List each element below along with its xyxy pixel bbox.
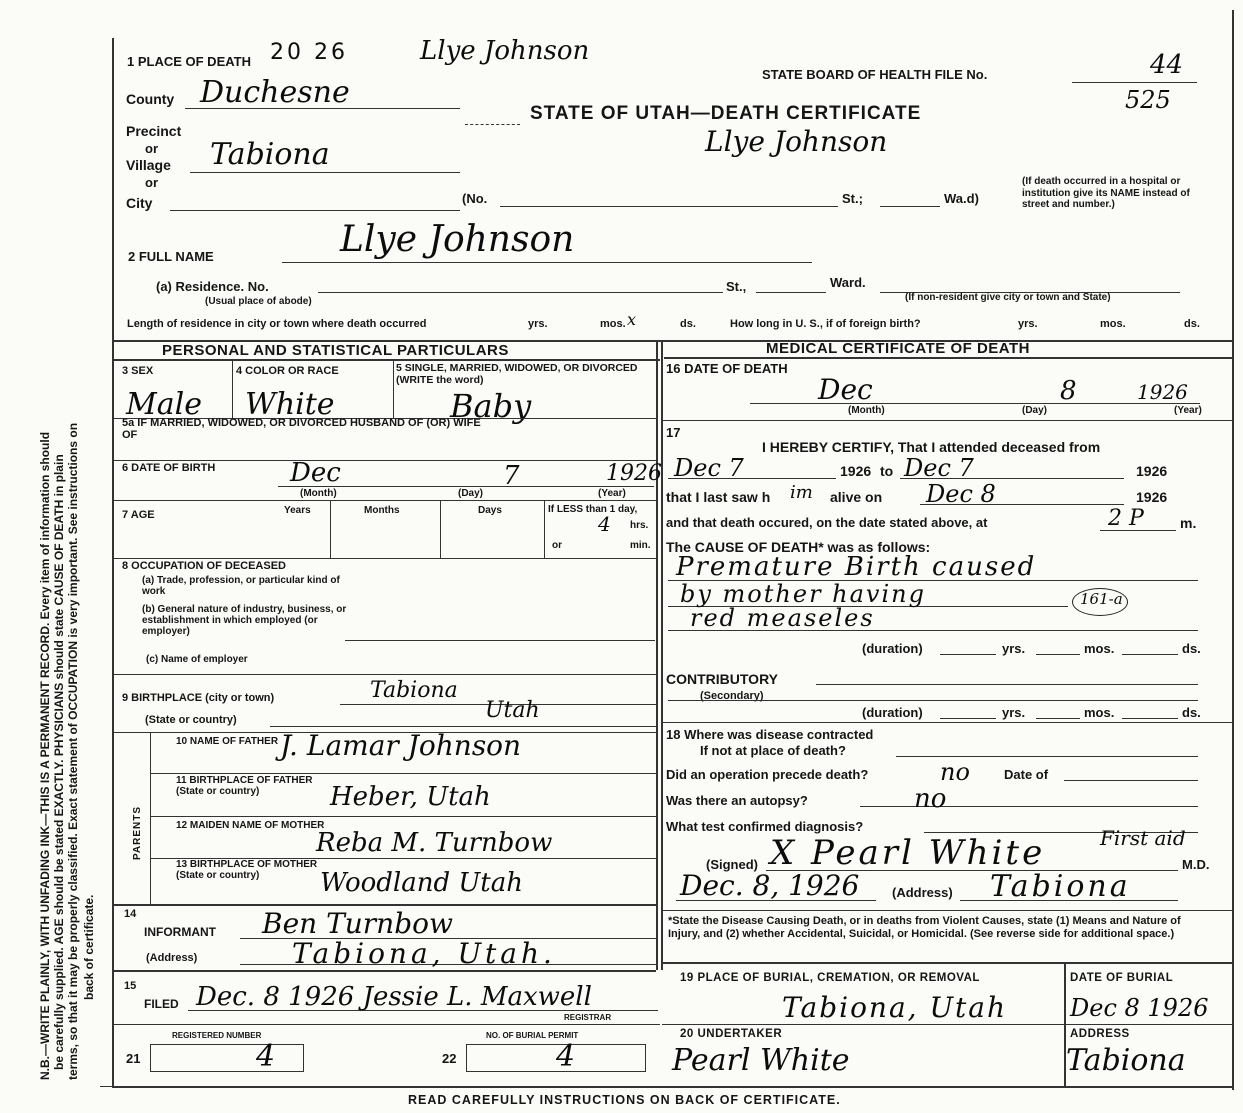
hours-value: 4 bbox=[598, 512, 611, 536]
hospital-note: (If death occurred in a hospital or institution give its NAME instead of street and number.) bbox=[1022, 176, 1190, 210]
signed-value: X Pearl White bbox=[770, 833, 1046, 873]
registered-number-value: 4 bbox=[256, 1039, 276, 1074]
duration-yrs-2: yrs. bbox=[1002, 705, 1026, 720]
full-name-label: 2 FULL NAME bbox=[128, 249, 214, 264]
undertaker-address-label: ADDRESS bbox=[1070, 1028, 1130, 1040]
filed-num: 15 bbox=[124, 980, 137, 992]
occupation-b: (b) General nature of industry, business, or establishment in which employed (or employer) bbox=[142, 604, 347, 637]
to-year: 1926 bbox=[1136, 463, 1168, 479]
num-22: 22 bbox=[442, 1051, 457, 1066]
less-than-label: If LESS than 1 day, bbox=[548, 504, 638, 515]
hrs-label: hrs. bbox=[630, 520, 649, 531]
date-of-death-label: 16 DATE OF DEATH bbox=[666, 361, 788, 376]
dob-day-value: 7 bbox=[503, 461, 520, 491]
age-years-caption: Years bbox=[284, 505, 311, 516]
age-days-caption: Days bbox=[478, 505, 502, 516]
md-label: M.D. bbox=[1182, 857, 1210, 872]
city-label: City bbox=[126, 195, 153, 211]
him-value: im bbox=[790, 482, 813, 503]
death-time-value: 2 P bbox=[1108, 506, 1144, 531]
occupation-label: 8 OCCUPATION OF DECEASED bbox=[122, 560, 286, 572]
signed-date-value: Dec. 8, 1926 bbox=[680, 869, 860, 902]
birth-state-value: Utah bbox=[485, 698, 540, 723]
village-label: Village bbox=[126, 157, 171, 173]
to-date-value: Dec 7 bbox=[904, 454, 974, 482]
autopsy-label: Was there an autopsy? bbox=[666, 793, 808, 808]
footnote: *State the Disease Causing Death, or in deaths from Violent Causes, state (1) Means and Nature of Injury, and (2) whether Accidental, Suicidal, or Homicidal. (See reverse side for additional space.) bbox=[668, 915, 1181, 940]
filed-value: Dec. 8 1926 Jessie L. Maxwell bbox=[196, 982, 592, 1012]
or-label-2: or bbox=[145, 175, 158, 190]
secondary-label: (Secondary) bbox=[700, 690, 764, 702]
sex-value: Male bbox=[126, 387, 202, 422]
side-instruction-line-3: terms, so that it may be properly classified. Exact statement of OCCUPATION is very important. See instructions on bbox=[66, 422, 80, 1080]
burial-permit-value: 4 bbox=[556, 1039, 576, 1074]
state-board-file-label: STATE BOARD OF HEALTH FILE No. bbox=[762, 67, 988, 82]
signed-address-label: (Address) bbox=[892, 885, 953, 900]
dob-year-caption: (Year) bbox=[598, 488, 626, 499]
how-long-mos: mos. bbox=[1100, 318, 1126, 330]
father-birthplace-label: 11 BIRTHPLACE OF FATHER (State or country) bbox=[176, 775, 313, 797]
cause-code: 161-a bbox=[1080, 590, 1123, 608]
stamp-number: 20 26 bbox=[270, 40, 348, 65]
side-instruction-line-1: N.B.—WRITE PLAINLY, WITH UNFADING INK—THIS IS A PERMANENT RECORD. Every item of information should bbox=[38, 431, 52, 1080]
test-label: What test confirmed diagnosis? bbox=[666, 819, 864, 834]
informant-address-label: (Address) bbox=[146, 952, 198, 964]
where-contracted-sub: If not at place of death? bbox=[700, 743, 846, 758]
cause-label: The CAUSE OF DEATH* was as follows: bbox=[666, 539, 931, 555]
mother-birthplace-value: Woodland Utah bbox=[320, 868, 523, 898]
min-label: min. bbox=[630, 540, 651, 551]
county-label: County bbox=[126, 91, 175, 107]
or-min-label: or bbox=[552, 540, 562, 551]
burial-permit-label: NO. OF BURIAL PERMIT bbox=[486, 1031, 579, 1040]
length-residence-label: Length of residence in city or town where death occurred bbox=[127, 318, 427, 330]
birthplace-value: Tabiona bbox=[370, 678, 458, 703]
from-date-value: Dec 7 bbox=[674, 454, 744, 482]
num-21: 21 bbox=[126, 1051, 141, 1066]
cause-line-3: red measeles bbox=[690, 604, 875, 632]
marital-value: Baby bbox=[450, 387, 532, 425]
mother-label: 12 MAIDEN NAME OF MOTHER bbox=[176, 820, 325, 831]
burial-date-value: Dec 8 1926 bbox=[1070, 994, 1209, 1022]
cause-line-1: Premature Birth caused bbox=[676, 552, 1037, 582]
registrar-label: REGISTRAR bbox=[564, 1013, 612, 1022]
dob-month-caption: (Month) bbox=[300, 488, 337, 499]
date-of-burial-label: DATE OF BURIAL bbox=[1070, 972, 1174, 984]
birthplace-label: 9 BIRTHPLACE (city or town) bbox=[122, 692, 275, 704]
death-day-caption: (Day) bbox=[1022, 405, 1048, 416]
duration-ds-1: ds. bbox=[1182, 641, 1201, 656]
filed-label: FILED bbox=[144, 997, 179, 1011]
sex-label: 3 SEX bbox=[122, 365, 154, 377]
name-handwritten-2: Llye Johnson bbox=[705, 125, 888, 158]
mother-birthplace-label: 13 BIRTHPLACE OF MOTHER (State or country) bbox=[176, 859, 318, 881]
signed-label: (Signed) bbox=[706, 857, 758, 872]
duration-label-2: (duration) bbox=[862, 705, 923, 720]
num-17: 17 bbox=[666, 425, 681, 440]
occupation-a: (a) Trade, profession, or particular kind of work bbox=[142, 575, 340, 597]
length-mos: mos. bbox=[600, 318, 626, 330]
place-of-death-label: 1 PLACE OF DEATH bbox=[127, 54, 251, 69]
side-instruction-line-4: back of certificate. bbox=[82, 894, 96, 1000]
dob-month-value: Dec bbox=[290, 458, 341, 488]
file-number: 44 bbox=[1150, 50, 1184, 80]
death-time-m: m. bbox=[1180, 515, 1197, 531]
undertaker-label: 20 UNDERTAKER bbox=[680, 1028, 783, 1040]
cause-line-2: by mother having bbox=[680, 580, 926, 608]
street-no-label: (No. bbox=[462, 191, 488, 206]
burial-place-value: Tabiona, Utah bbox=[782, 991, 1008, 1024]
autopsy-value: no bbox=[914, 784, 947, 814]
top-name-handwritten: Llye Johnson bbox=[420, 36, 590, 66]
father-birthplace-value: Heber, Utah bbox=[330, 782, 491, 812]
registered-number-label: REGISTERED NUMBER bbox=[172, 1031, 262, 1040]
dob-label: 6 DATE OF BIRTH bbox=[122, 462, 216, 474]
death-month-caption: (Month) bbox=[848, 405, 885, 416]
county-value: Duchesne bbox=[200, 75, 350, 110]
marital-label: 5 SINGLE, MARRIED, WIDOWED, OR DIVORCED (WRITE the word) bbox=[396, 362, 638, 386]
husband-label: 5a IF MARRIED, WIDOWED, OR DIVORCED HUSBAND OF (OR) WIFE OF bbox=[122, 417, 481, 441]
operation-value: no bbox=[940, 758, 970, 786]
age-months-caption: Months bbox=[364, 505, 400, 516]
residence-label: (a) Residence. No. bbox=[156, 279, 269, 294]
to-label: to bbox=[880, 463, 894, 479]
where-contracted-label: 18 Where was disease contracted bbox=[666, 727, 874, 742]
how-long-label: How long in U. S., if of foreign birth? bbox=[730, 318, 921, 330]
occupation-c: (c) Name of employer bbox=[146, 654, 248, 665]
side-instruction-line-2: be carefully supplied. AGE should be stated EXACTLY. PHYSICIANS should state CAUSE OF DEATH in plain bbox=[52, 454, 66, 1070]
residence-st-label: St., bbox=[726, 279, 747, 294]
precinct-label: Precinct bbox=[126, 123, 182, 139]
state-country-label: (State or country) bbox=[145, 714, 237, 726]
village-value: Tabiona bbox=[210, 137, 330, 172]
death-month-value: Dec bbox=[818, 373, 873, 406]
color-value: White bbox=[245, 387, 335, 422]
street-label: St.; bbox=[842, 191, 863, 206]
how-long-yrs: yrs. bbox=[1018, 318, 1038, 330]
certify-text: I HEREBY CERTIFY, That I attended deceased from bbox=[762, 439, 1101, 455]
first-aid-value: First aid bbox=[1100, 826, 1186, 850]
file-number-2: 525 bbox=[1125, 86, 1171, 114]
full-name-value: Llye Johnson bbox=[340, 219, 575, 260]
death-day-value: 8 bbox=[1060, 376, 1077, 406]
alive-on-label: alive on bbox=[830, 489, 883, 505]
personal-heading: PERSONAL AND STATISTICAL PARTICULARS bbox=[162, 342, 509, 359]
death-year-value: 1926 bbox=[1137, 380, 1188, 404]
duration-yrs-1: yrs. bbox=[1002, 641, 1026, 656]
death-year-caption: (Year) bbox=[1174, 405, 1202, 416]
undertaker-value: Pearl White bbox=[672, 1043, 850, 1078]
alive-year: 1926 bbox=[1136, 489, 1168, 505]
operation-label: Did an operation precede death? bbox=[666, 767, 869, 782]
parents-label: PARENTS bbox=[132, 805, 143, 860]
age-label: 7 AGE bbox=[122, 509, 155, 521]
length-mark: x bbox=[627, 310, 637, 329]
informant-address-value: Tabiona, Utah. bbox=[292, 937, 556, 970]
from-year: 1926 bbox=[840, 463, 872, 479]
informant-value: Ben Turnbow bbox=[262, 907, 453, 940]
date-of-label: Date of bbox=[1004, 767, 1049, 782]
signed-address-value: Tabiona bbox=[990, 869, 1131, 904]
duration-mos-2: mos. bbox=[1084, 705, 1115, 720]
how-long-ds: ds. bbox=[1184, 318, 1200, 330]
ward-label: Wa.d) bbox=[944, 191, 979, 206]
residence-ward-label: Ward. bbox=[830, 275, 866, 290]
dob-year-value: 1926 bbox=[606, 461, 662, 486]
undertaker-address-value: Tabiona bbox=[1066, 1043, 1186, 1078]
father-label: 10 NAME OF FATHER bbox=[176, 736, 279, 747]
duration-mos-1: mos. bbox=[1084, 641, 1115, 656]
burial-place-label: 19 PLACE OF BURIAL, CREMATION, OR REMOVAL bbox=[680, 972, 980, 984]
footer-instructions: READ CAREFULLY INSTRUCTIONS ON BACK OF CERTIFICATE. bbox=[408, 1093, 841, 1107]
father-value: J. Lamar Johnson bbox=[280, 729, 522, 762]
duration-ds-2: ds. bbox=[1182, 705, 1201, 720]
duration-label-1: (duration) bbox=[862, 641, 923, 656]
nonresident-note: (If non-resident give city or town and State) bbox=[905, 292, 1111, 303]
last-saw-text: that I last saw h bbox=[666, 489, 771, 505]
or-label-1: or bbox=[145, 141, 158, 156]
informant-label: INFORMANT bbox=[144, 925, 216, 939]
alive-date-value: Dec 8 bbox=[926, 480, 996, 508]
informant-num: 14 bbox=[124, 908, 137, 920]
color-label: 4 COLOR OR RACE bbox=[236, 365, 339, 377]
contributory-label: CONTRIBUTORY bbox=[666, 671, 778, 687]
length-ds: ds. bbox=[680, 318, 696, 330]
death-occurred-text: and that death occured, on the date stated above, at bbox=[666, 515, 988, 530]
certificate-title: STATE OF UTAH—DEATH CERTIFICATE bbox=[530, 103, 922, 124]
dob-day-caption: (Day) bbox=[458, 488, 484, 499]
mother-value: Reba M. Turnbow bbox=[316, 828, 553, 858]
medical-heading: MEDICAL CERTIFICATE OF DEATH bbox=[766, 340, 1030, 357]
residence-sub: (Usual place of abode) bbox=[205, 296, 312, 307]
length-yrs: yrs. bbox=[528, 318, 548, 330]
